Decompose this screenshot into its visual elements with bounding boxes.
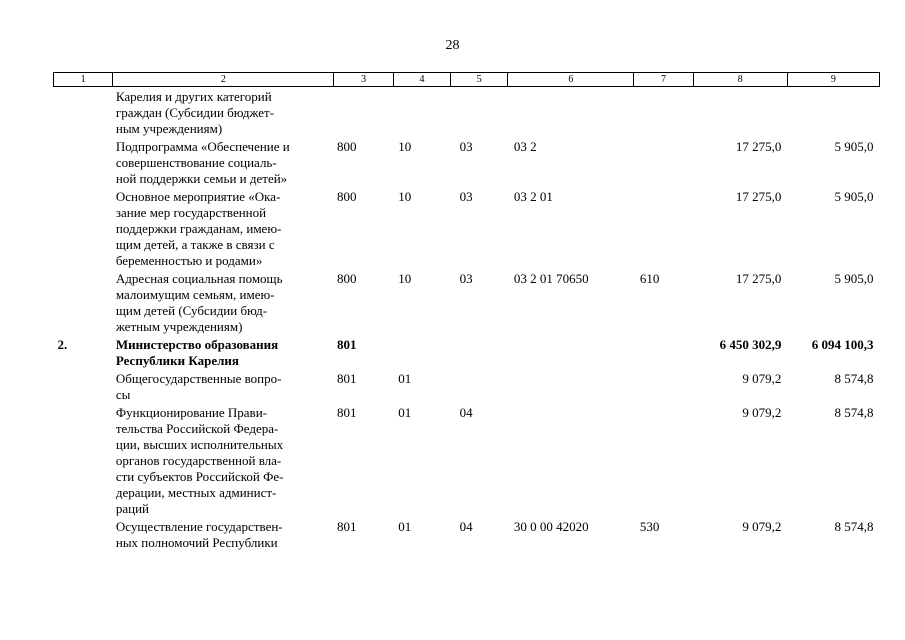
- table-row: [54, 369, 880, 403]
- column-header-3: 3: [334, 73, 393, 87]
- section-code-cell: 10: [398, 271, 412, 286]
- target-article-cell: [508, 403, 634, 517]
- target-article-cell: [508, 335, 634, 369]
- amount-year-2-cell: 5 905,0: [834, 271, 874, 286]
- expense-type-cell: [634, 137, 693, 187]
- amount-year-2-cell: [787, 87, 879, 138]
- ministry-code-cell: 800: [336, 139, 357, 154]
- subsection-code-cell: 04: [459, 519, 473, 534]
- ministry-code-cell: 801: [336, 519, 357, 534]
- row-number-cell: [54, 187, 113, 269]
- item-name-cell: Функционирование Прави- тельства Российской Федера- ции, высших исполнительных органов государственной вла- сти субъектов Российской Фе- дерации, местных админист- раций: [115, 405, 284, 516]
- row-number-cell: [54, 369, 113, 403]
- table-row: [54, 403, 880, 517]
- column-header-2: 2: [113, 73, 334, 87]
- amount-year-2-cell: 5 905,0: [834, 189, 874, 204]
- target-article-cell: 30 0 00 42020: [513, 519, 589, 534]
- ministry-code-cell: [334, 87, 393, 138]
- expense-type-cell: [634, 403, 693, 517]
- section-code-cell: [393, 335, 450, 369]
- amount-year-1-cell: 9 079,2: [742, 519, 782, 534]
- row-number-cell: [54, 269, 113, 335]
- subsection-code-cell: 03: [459, 271, 473, 286]
- column-header-9: 9: [787, 73, 879, 87]
- amount-year-1-cell: 9 079,2: [742, 371, 782, 386]
- row-number-cell: [54, 403, 113, 517]
- row-number-cell: [54, 87, 113, 138]
- amount-year-2-cell: 8 574,8: [834, 519, 874, 534]
- expense-type-cell: [634, 335, 693, 369]
- amount-year-1-cell: 17 275,0: [735, 189, 782, 204]
- column-header-7: 7: [634, 73, 693, 87]
- target-article-cell: [508, 87, 634, 138]
- section-code-cell: 01: [398, 371, 412, 386]
- target-article-cell: 03 2 01: [513, 189, 553, 204]
- row-number-cell: [54, 137, 113, 187]
- row-number-cell: 2.: [57, 337, 68, 352]
- column-header-6: 6: [508, 73, 634, 87]
- subsection-code-cell: [451, 369, 508, 403]
- expense-type-cell: [634, 369, 693, 403]
- target-article-cell: 03 2: [513, 139, 537, 154]
- expense-type-cell: 610: [639, 271, 660, 286]
- target-article-cell: [508, 369, 634, 403]
- section-code-cell: 01: [398, 405, 412, 420]
- subsection-code-cell: 04: [459, 405, 473, 420]
- amount-year-1-cell: 9 079,2: [742, 405, 782, 420]
- ministry-code-cell: 801: [336, 337, 357, 352]
- section-code-cell: 10: [398, 139, 412, 154]
- column-number-row: [54, 73, 880, 87]
- table-row: [54, 187, 880, 269]
- section-code-cell: 10: [398, 189, 412, 204]
- column-header-1: 1: [54, 73, 113, 87]
- budget-table: [53, 72, 880, 551]
- table-row: [54, 517, 880, 551]
- amount-year-1-cell: 17 275,0: [735, 139, 782, 154]
- item-name-cell: Министерство образования Республики Карелия: [115, 337, 279, 368]
- ministry-code-cell: 801: [336, 405, 357, 420]
- column-header-5: 5: [451, 73, 508, 87]
- subsection-code-cell: 03: [459, 139, 473, 154]
- table-row: [54, 335, 880, 369]
- expense-type-cell: [634, 87, 693, 138]
- expense-type-cell: 530: [639, 519, 660, 534]
- amount-year-2-cell: 5 905,0: [834, 139, 874, 154]
- table-row: [54, 269, 880, 335]
- item-name-cell: Карелия и других категорий граждан (Субсидии бюджет- ным учреждениям): [115, 89, 275, 136]
- subsection-code-cell: [451, 335, 508, 369]
- subsection-code-cell: [451, 87, 508, 138]
- section-code-cell: 01: [398, 519, 412, 534]
- ministry-code-cell: 800: [336, 189, 357, 204]
- ministry-code-cell: 801: [336, 371, 357, 386]
- amount-year-1-cell: 17 275,0: [735, 271, 782, 286]
- amount-year-1-cell: 6 450 302,9: [719, 337, 782, 352]
- column-header-4: 4: [393, 73, 450, 87]
- page-number: 28: [445, 38, 460, 53]
- item-name-cell: Общегосударственные вопро- сы: [115, 371, 282, 402]
- ministry-code-cell: 800: [336, 271, 357, 286]
- subsection-code-cell: 03: [459, 189, 473, 204]
- table-row: [54, 87, 880, 138]
- item-name-cell: Основное мероприятие «Ока- зание мер государственной поддержки гражданам, имею- щим детей, а также в связи с беременностью и родами»: [115, 189, 282, 268]
- item-name-cell: Подпрограмма «Обеспечение и совершенствование социаль- ной поддержки семьи и детей»: [115, 139, 290, 186]
- section-code-cell: [393, 87, 450, 138]
- expense-type-cell: [634, 187, 693, 269]
- amount-year-2-cell: 8 574,8: [834, 405, 874, 420]
- row-number-cell: [54, 517, 113, 551]
- target-article-cell: 03 2 01 70650: [513, 271, 589, 286]
- column-header-8: 8: [693, 73, 787, 87]
- amount-year-1-cell: [693, 87, 787, 138]
- item-name-cell: Осуществление государствен- ных полномочий Республики: [115, 519, 283, 550]
- amount-year-2-cell: 8 574,8: [834, 371, 874, 386]
- table-body: [54, 87, 880, 552]
- table-row: [54, 137, 880, 187]
- item-name-cell: Адресная социальная помощь малоимущим семьям, имею- щим детей (Субсидии бюд- жетным учреждениям): [115, 271, 283, 334]
- amount-year-2-cell: 6 094 100,3: [811, 337, 874, 352]
